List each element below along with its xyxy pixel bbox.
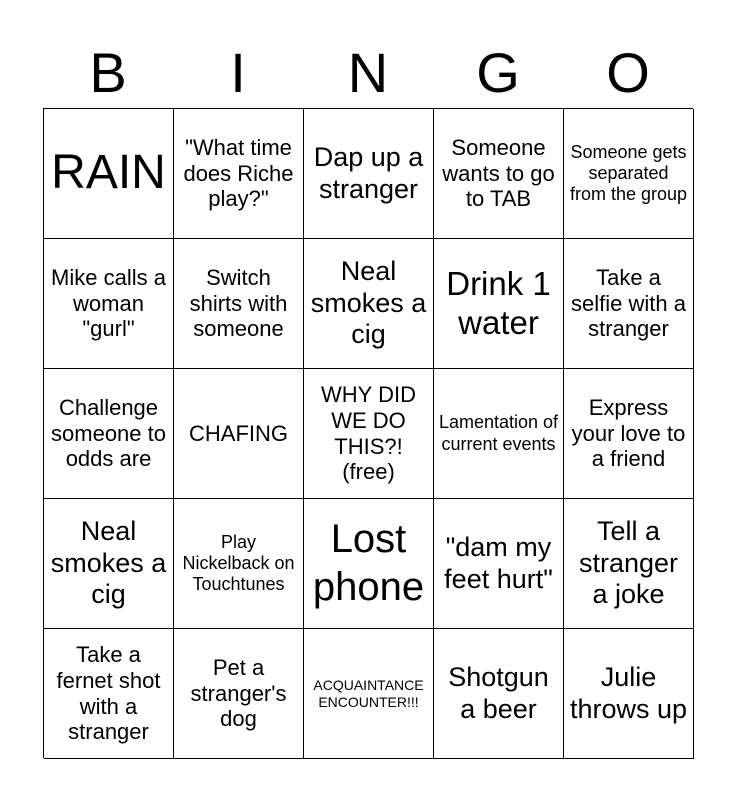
bingo-cell[interactable]: Dap up a stranger	[304, 109, 434, 239]
bingo-cell[interactable]: Lost phone	[304, 499, 434, 629]
bingo-header	[43, 38, 693, 108]
bingo-cell[interactable]: Tell a stranger a joke	[564, 499, 694, 629]
bingo-card-grid	[43, 108, 693, 758]
header-letter-i: I	[230, 41, 246, 104]
bingo-cell[interactable]: Take a fernet shot with a stranger	[44, 629, 174, 759]
bingo-cell[interactable]: Lamentation of current events	[434, 369, 564, 499]
bingo-cell[interactable]: ACQUAINTANCE ENCOUNTER!!!	[304, 629, 434, 759]
header-letter-g: G	[476, 41, 520, 104]
header-letter-b: B	[89, 41, 127, 104]
bingo-cell[interactable]: Neal smokes a cig	[304, 239, 434, 369]
bingo-cell[interactable]: Play Nickelback on Touchtunes	[174, 499, 304, 629]
bingo-cell[interactable]: Take a selfie with a stranger	[564, 239, 694, 369]
bingo-cell[interactable]: Switch shirts with someone	[174, 239, 304, 369]
bingo-cell[interactable]: RAIN	[44, 109, 174, 239]
bingo-cell[interactable]: WHY DID WE DO THIS?! (free)	[304, 369, 434, 499]
bingo-cell[interactable]: Challenge someone to odds are	[44, 369, 174, 499]
bingo-cell[interactable]: Express your love to a friend	[564, 369, 694, 499]
header-letter-o: O	[606, 41, 650, 104]
bingo-cell[interactable]: Julie throws up	[564, 629, 694, 759]
bingo-cell[interactable]: "What time does Riche play?"	[174, 109, 304, 239]
bingo-cell[interactable]: Pet a stranger's dog	[174, 629, 304, 759]
bingo-cell[interactable]: Drink 1 water	[434, 239, 564, 369]
bingo-cell[interactable]: Someone gets separated from the group	[564, 109, 694, 239]
bingo-cell[interactable]: Shotgun a beer	[434, 629, 564, 759]
header-letter-n: N	[347, 41, 389, 104]
bingo-cell[interactable]: Someone wants to go to TAB	[434, 109, 564, 239]
bingo-cell[interactable]: "dam my feet hurt"	[434, 499, 564, 629]
bingo-cell[interactable]: Neal smokes a cig	[44, 499, 174, 629]
bingo-cell[interactable]: CHAFING	[174, 369, 304, 499]
bingo-cell[interactable]: Mike calls a woman "gurl"	[44, 239, 174, 369]
